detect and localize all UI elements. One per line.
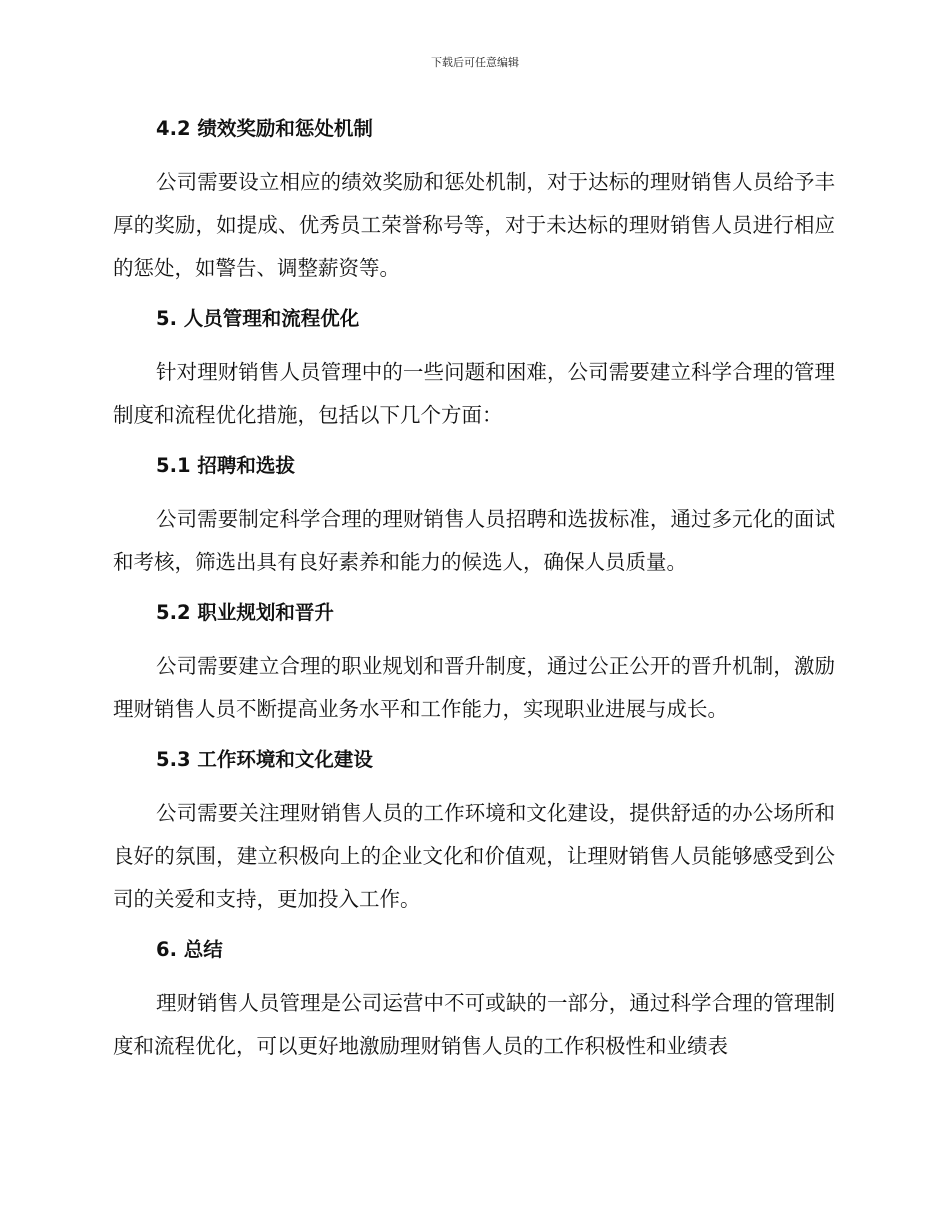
page-header: 下载后可任意编辑 <box>431 56 519 69</box>
section-heading-5-1: 5.1 招聘和选拔 <box>156 454 295 477</box>
paragraph-recruitment: 公司需要制定科学合理的理财销售人员招聘和选拔标准，通过多元化的面试和考核，筛选出具有良好素养和能力的候选人，确保人员质量。 <box>113 507 835 574</box>
paragraph-management-intro: 针对理财销售人员管理中的一些问题和困难，公司需要建立科学合理的管理制度和流程优化措施，包括以下几个方面： <box>113 360 835 427</box>
document-body <box>113 109 835 1077</box>
section-heading-5-3: 5.3 工作环境和文化建设 <box>156 748 373 771</box>
section-heading-5-2: 5.2 职业规划和晋升 <box>156 601 334 624</box>
section-heading-4-2: 4.2 绩效奖励和惩处机制 <box>156 117 373 140</box>
section-heading-6: 6. 总结 <box>156 938 223 961</box>
paragraph-career-planning: 公司需要建立合理的职业规划和晋升制度，通过公正公开的晋升机制，激励理财销售人员不断提高业务水平和工作能力，实现职业进展与成长。 <box>113 654 835 721</box>
paragraph-incentive-penalty: 公司需要设立相应的绩效奖励和惩处机制，对于达标的理财销售人员给予丰厚的奖励，如提成、优秀员工荣誉称号等，对于未达标的理财销售人员进行相应的惩处，如警告、调整薪资等。 <box>113 170 835 280</box>
section-heading-5: 5. 人员管理和流程优化 <box>156 307 360 330</box>
paragraph-summary: 理财销售人员管理是公司运营中不可或缺的一部分，通过科学合理的管理制度和流程优化，可以更好地激励理财销售人员的工作积极性和业绩表 <box>113 991 835 1058</box>
paragraph-work-environment: 公司需要关注理财销售人员的工作环境和文化建设，提供舒适的办公场所和良好的氛围，建立积极向上的企业文化和价值观，让理财销售人员能够感受到公司的关爱和支持，更加投入工作。 <box>113 801 835 911</box>
